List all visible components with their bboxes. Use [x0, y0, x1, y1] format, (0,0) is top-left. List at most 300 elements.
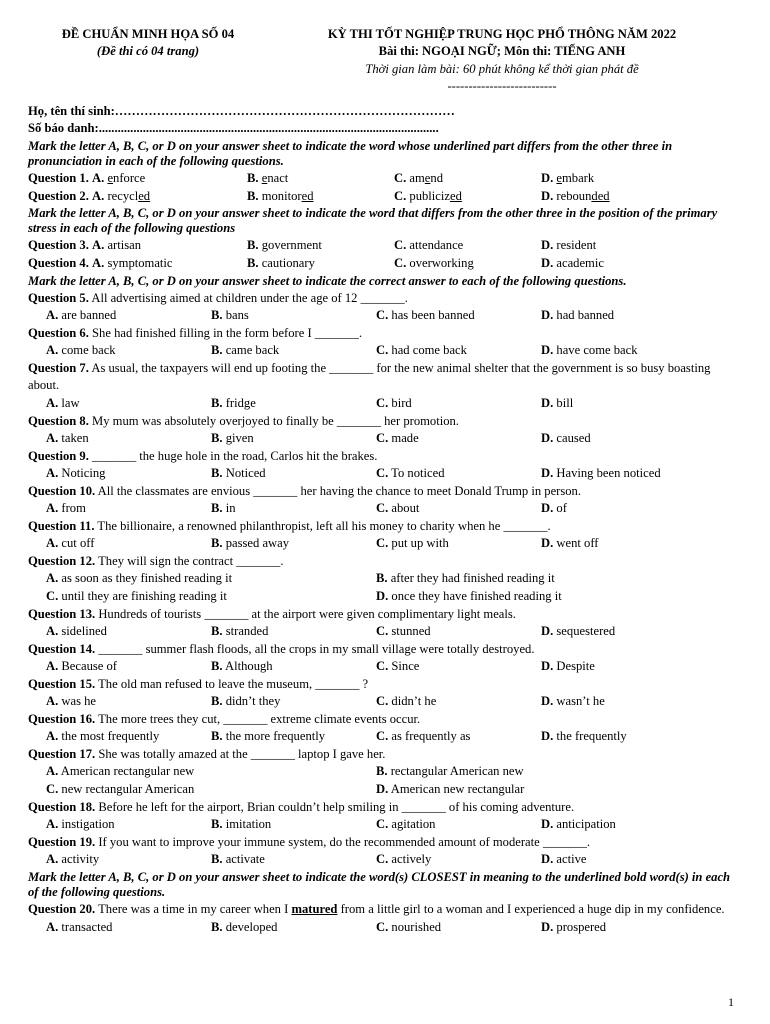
instruction-pronunciation: Mark the letter A, B, C, or D on your answer sheet to indicate the word whose underlined part differs from the other three in pronunciation in each of the following questions.	[28, 138, 673, 168]
options-row	[28, 658, 736, 676]
option-text: had come back	[391, 343, 467, 358]
q3-option-c: attendance	[409, 238, 464, 253]
question-label: Question 8.	[28, 413, 89, 428]
option-letter: B.	[376, 764, 388, 779]
option-text: made	[391, 430, 419, 445]
question-label: Question 5.	[28, 290, 89, 305]
q20-option-a: transacted	[61, 919, 113, 934]
option-text: as frequently as	[391, 729, 471, 744]
options-row	[28, 693, 736, 711]
options-row	[28, 816, 736, 834]
option-text: has been banned	[391, 308, 475, 323]
option-text: after they had finished reading it	[390, 571, 555, 586]
q2-letter-b: B.	[247, 188, 259, 203]
option-text: imitation	[225, 817, 272, 832]
option-a	[46, 500, 211, 518]
option-letter: B.	[211, 852, 223, 867]
option-letter: C.	[376, 501, 389, 516]
question-4	[28, 255, 736, 273]
option-letter: C.	[376, 624, 389, 639]
option-b	[211, 851, 376, 869]
options-row	[28, 588, 736, 606]
option-text: sequestered	[556, 624, 616, 639]
option-letter: A.	[46, 430, 59, 445]
q1-label: Question 1.	[28, 170, 89, 185]
option-letter: B.	[211, 694, 223, 709]
q2-letter-a: A.	[92, 188, 105, 203]
option-letter: D.	[541, 852, 554, 867]
question-label: Question 19.	[28, 835, 96, 850]
q20-letter-b: B.	[211, 919, 223, 934]
q20-text-post: from a little girl to a woman and I experienced a huge dip in my confidence.	[337, 902, 725, 917]
option-text: Having been noticed	[556, 465, 661, 480]
option-text: come back	[61, 343, 116, 358]
option-b	[211, 465, 376, 483]
q20-letter-c: C.	[376, 919, 389, 934]
option-c	[376, 500, 541, 518]
option-text: had banned	[556, 308, 615, 323]
question-stem	[28, 606, 736, 623]
option-b	[211, 395, 376, 413]
option-letter: B.	[211, 430, 223, 445]
question-text: My mum was absolutely overjoyed to finally be _______ her promotion.	[88, 413, 459, 428]
question-text: All the classmates are envious _______ her having the chance to meet Donald Trump in person.	[95, 483, 581, 498]
option-text: the more frequently	[225, 729, 326, 744]
option-a	[46, 851, 211, 869]
option-text: wasn’t he	[556, 694, 605, 709]
page-count-note: (Đề thi có 04 trang)	[96, 44, 200, 59]
option-b	[211, 342, 376, 360]
option-c	[376, 728, 541, 746]
q1-letter-a: A.	[92, 170, 105, 185]
exam-title: KỲ THI TỐT NGHIỆP TRUNG HỌC PHỔ THÔNG NĂM 2022	[327, 27, 677, 41]
q2-option-c: publicized	[409, 188, 462, 203]
option-letter: D.	[541, 430, 554, 445]
option-c	[376, 395, 541, 413]
options-row	[28, 781, 736, 799]
question-stem	[28, 413, 736, 430]
option-text: Because of	[61, 659, 118, 674]
question-text: If you want to improve your immune system, do the recommended amount of moderate _______.	[95, 835, 591, 850]
option-a	[46, 430, 211, 448]
question-2	[28, 188, 736, 206]
option-text: sidelined	[61, 624, 107, 639]
option-text: have come back	[556, 343, 638, 358]
q4-letter-a: A.	[92, 256, 105, 271]
question-1	[28, 170, 736, 188]
option-a	[46, 658, 211, 676]
option-letter: D.	[541, 659, 554, 674]
student-id-field: Số báo danh:............................................................................................................	[28, 121, 439, 136]
q3-option-a: artisan	[107, 238, 142, 253]
options-row	[28, 535, 736, 553]
option-d	[541, 465, 661, 483]
option-letter: C.	[376, 729, 389, 744]
q1-option-a: enforce	[107, 170, 146, 185]
question-text: She had finished filling in the form before I _______.	[88, 326, 363, 341]
option-d	[541, 430, 591, 448]
question-text: All advertising aimed at children under the age of 12 _______.	[88, 290, 408, 305]
question-label: Question 18.	[28, 800, 96, 815]
question-stem	[28, 290, 736, 307]
option-letter: C.	[376, 395, 389, 410]
option-letter: B.	[211, 343, 223, 358]
option-letter: C.	[376, 694, 389, 709]
question-text: _______ the huge hole in the road, Carlos hit the brakes.	[88, 448, 378, 463]
q3-option-b: government	[261, 238, 322, 253]
q1-letter-b: B.	[247, 170, 259, 185]
question-text: The more trees they cut, _______ extreme climate events occur.	[95, 712, 421, 727]
option-text: bill	[556, 395, 574, 410]
option-d	[541, 623, 615, 641]
q20-label: Question 20.	[28, 902, 96, 917]
option-text: actively	[391, 852, 432, 867]
q20-letter-a: A.	[46, 919, 59, 934]
option-text: given	[225, 430, 254, 445]
option-letter: C.	[376, 343, 389, 358]
option-a	[46, 816, 211, 834]
option-text: from	[61, 501, 86, 516]
option-text: American rectangular new	[60, 764, 195, 779]
question-label: Question 15.	[28, 677, 96, 691]
question-text: Before he left for the airport, Brian couldn’t help smiling in _______ of his coming adventure.	[95, 800, 575, 815]
question-stem	[28, 834, 736, 851]
option-text: To noticed	[391, 465, 445, 480]
option-letter: B.	[211, 817, 223, 832]
option-text: went off	[556, 536, 599, 551]
option-c	[376, 307, 541, 325]
options-row	[28, 465, 736, 483]
options-row	[28, 342, 736, 360]
option-text: caused	[556, 430, 591, 445]
option-c	[376, 535, 541, 553]
option-text: activity	[61, 852, 100, 867]
option-text: Noticing	[61, 465, 106, 480]
option-a	[46, 395, 211, 413]
option-text: law	[61, 395, 80, 410]
question-stem	[28, 746, 736, 763]
q2-option-d: rebounded	[556, 188, 610, 203]
student-name-field: Họ, tên thí sinh:………………………………………………………………………	[28, 104, 455, 119]
option-letter: A.	[46, 571, 59, 586]
option-d	[376, 781, 524, 799]
question-stem	[28, 641, 736, 658]
question-text: Hundreds of tourists _______ at the airport were given complimentary light meals.	[95, 606, 516, 621]
option-c	[376, 623, 541, 641]
option-a	[46, 763, 376, 781]
option-letter: D.	[376, 782, 389, 797]
instruction-stress: Mark the letter A, B, C, or D on your answer sheet to indicate the word that differs from the other three in the position of the primary stress in each of the following questions	[28, 206, 718, 236]
option-letter: C.	[46, 782, 59, 797]
q3-letter-d: D.	[541, 238, 554, 253]
question-stem	[28, 553, 736, 570]
option-letter: A.	[46, 343, 59, 358]
q20-option-d: prospered	[556, 919, 607, 934]
option-b	[211, 535, 376, 553]
option-text: taken	[61, 430, 89, 445]
option-b	[211, 623, 376, 641]
option-text: of	[556, 501, 567, 516]
option-a	[46, 535, 211, 553]
option-letter: C.	[46, 589, 59, 604]
question-text: The billionaire, a renowned philanthropist, left all his money to charity when he _______.	[94, 518, 551, 533]
question-text: The old man refused to leave the museum, _______ ?	[95, 677, 369, 691]
option-letter: C.	[376, 852, 389, 867]
exam-header	[28, 26, 736, 95]
q1-option-b: enact	[261, 170, 289, 185]
question-stem	[28, 483, 736, 500]
question-text: As usual, the taxpayers will end up footing the _______ for the new animal shelter that the government is so busy boasting about.	[28, 361, 711, 393]
question-20	[28, 901, 736, 918]
option-letter: B.	[211, 729, 223, 744]
question-label: Question 11.	[28, 518, 95, 533]
option-c	[376, 851, 541, 869]
option-c	[376, 342, 541, 360]
q3-letter-a: A.	[92, 238, 105, 253]
q20-option-b: developed	[225, 919, 278, 934]
options-row	[28, 395, 736, 413]
option-a	[46, 307, 211, 325]
option-text: didn’t they	[225, 694, 281, 709]
option-text: activate	[225, 852, 265, 867]
option-text: didn’t he	[391, 694, 437, 709]
option-letter: A.	[46, 659, 59, 674]
q2-letter-c: C.	[394, 188, 407, 203]
q4-letter-d: D.	[541, 256, 554, 271]
instruction-closest-meaning: Mark the letter A, B, C, or D on your answer sheet to indicate the word(s) CLOSEST in meaning to the underlined bold word(s) in each of the following questions.	[28, 870, 731, 900]
option-b	[211, 816, 376, 834]
option-letter: A.	[46, 501, 59, 516]
option-text: bans	[225, 308, 249, 323]
option-text: as soon as they finished reading it	[61, 571, 233, 586]
option-text: until they are finishing reading it	[61, 589, 227, 604]
q1-letter-c: C.	[394, 170, 407, 185]
options-row	[28, 623, 736, 641]
page-number: 1	[728, 995, 734, 1009]
option-a	[46, 570, 376, 588]
option-text: anticipation	[556, 817, 616, 832]
option-b	[211, 728, 376, 746]
option-text: stranded	[225, 624, 269, 639]
option-a	[46, 693, 211, 711]
question-stem	[28, 676, 736, 693]
question-label: Question 6.	[28, 326, 89, 341]
option-letter: A.	[46, 465, 59, 480]
option-letter: D.	[541, 465, 554, 480]
option-letter: C.	[376, 430, 389, 445]
q4-letter-c: C.	[394, 256, 407, 271]
option-text: in	[225, 501, 236, 516]
question-label: Question 9.	[28, 448, 89, 463]
option-letter: C.	[376, 659, 389, 674]
option-a	[46, 465, 211, 483]
q1-option-d: embark	[556, 170, 595, 185]
option-b	[211, 500, 376, 518]
options-row	[28, 851, 736, 869]
option-letter: B.	[376, 571, 388, 586]
question-label: Question 14.	[28, 641, 96, 656]
q1-option-c: amend	[409, 170, 443, 185]
option-letter: C.	[376, 465, 389, 480]
option-c	[376, 430, 541, 448]
q20-letter-d: D.	[541, 919, 554, 934]
question-stem	[28, 711, 736, 728]
exam-page	[28, 26, 736, 936]
options-row	[28, 307, 736, 325]
option-d	[541, 500, 567, 518]
question-text: _______ summer flash floods, all the crops in my small village were totally destroyed.	[95, 641, 535, 656]
option-c	[46, 588, 376, 606]
option-letter: A.	[46, 729, 59, 744]
option-b	[211, 307, 376, 325]
option-c	[46, 781, 376, 799]
option-letter: D.	[541, 694, 554, 709]
option-letter: B.	[211, 624, 223, 639]
options-row	[28, 728, 736, 746]
q20-text-pre: There was a time in my career when I	[95, 902, 292, 917]
option-text: stunned	[391, 624, 431, 639]
q3-letter-c: C.	[394, 238, 407, 253]
option-b	[211, 693, 376, 711]
question-text: She was totally amazed at the _______ laptop I gave her.	[95, 747, 386, 762]
question-label: Question 10.	[28, 483, 96, 498]
option-letter: B.	[211, 308, 223, 323]
option-letter: D.	[376, 589, 389, 604]
option-letter: B.	[211, 395, 223, 410]
option-b	[211, 658, 376, 676]
option-d	[541, 342, 638, 360]
option-letter: B.	[211, 536, 223, 551]
option-d	[376, 588, 562, 606]
option-letter: B.	[211, 501, 223, 516]
option-text: Despite	[556, 659, 595, 674]
q3-letter-b: B.	[247, 238, 259, 253]
exam-code-title: ĐỀ CHUẨN MINH HỌA SỐ 04	[61, 27, 235, 41]
question-stem	[28, 448, 736, 465]
option-d	[541, 728, 627, 746]
question-label: Question 17.	[28, 747, 96, 762]
option-text: agitation	[391, 817, 436, 832]
q20-option-c: nourished	[391, 919, 442, 934]
question-label: Question 13.	[28, 606, 96, 621]
option-letter: A.	[46, 852, 59, 867]
option-letter: A.	[46, 395, 59, 410]
q4-option-a: symptomatic	[107, 256, 173, 271]
q3-label: Question 3.	[28, 238, 89, 253]
question-label: Question 12.	[28, 553, 96, 568]
question-stem	[28, 325, 736, 342]
option-d	[541, 658, 595, 676]
option-text: Since	[391, 659, 420, 674]
question-stem	[28, 518, 736, 535]
option-text: American new rectangular	[390, 782, 525, 797]
q3-option-d: resident	[556, 238, 597, 253]
q4-option-b: cautionary	[261, 256, 315, 271]
option-letter: A.	[46, 536, 59, 551]
question-3	[28, 237, 736, 255]
option-text: came back	[225, 343, 280, 358]
options-row	[28, 430, 736, 448]
header-divider: --------------------------	[447, 78, 557, 93]
option-text: about	[391, 501, 420, 516]
option-text: once they have finished reading it	[391, 589, 562, 604]
option-text: was he	[61, 694, 97, 709]
option-letter: B.	[211, 659, 223, 674]
q4-option-d: academic	[556, 256, 604, 271]
q2-option-b: monitored	[261, 188, 314, 203]
option-text: rectangular American new	[390, 764, 524, 779]
option-text: passed away	[225, 536, 290, 551]
option-d	[541, 851, 586, 869]
option-text: fridge	[225, 395, 256, 410]
option-text: bird	[391, 395, 412, 410]
q4-option-c: overworking	[409, 256, 474, 271]
option-text: new rectangular American	[61, 782, 195, 797]
option-text: instigation	[61, 817, 115, 832]
option-d	[541, 395, 573, 413]
option-letter: A.	[46, 308, 59, 323]
option-letter: A.	[46, 694, 59, 709]
option-letter: C.	[376, 308, 389, 323]
option-d	[541, 307, 614, 325]
option-a	[46, 623, 211, 641]
option-letter: B.	[211, 465, 223, 480]
option-c	[376, 693, 541, 711]
option-c	[376, 465, 541, 483]
option-b	[376, 763, 524, 781]
instruction-correct-answer: Mark the letter A, B, C, or D on your answer sheet to indicate the correct answer to each of the following questions.	[28, 273, 627, 288]
question-text: They will sign the contract _______.	[95, 553, 284, 568]
q2-letter-d: D.	[541, 188, 554, 203]
option-letter: D.	[541, 395, 554, 410]
q4-letter-b: B.	[247, 256, 259, 271]
option-letter: D.	[541, 308, 554, 323]
q1-letter-d: D.	[541, 170, 554, 185]
options-row	[28, 500, 736, 518]
option-b	[376, 570, 555, 588]
option-text: the frequently	[556, 729, 627, 744]
option-letter: D.	[541, 729, 554, 744]
option-text: are banned	[61, 308, 117, 323]
q4-label: Question 4.	[28, 256, 89, 271]
options-row	[28, 570, 736, 588]
header-left	[28, 26, 268, 95]
option-letter: A.	[46, 764, 59, 779]
option-text: Although	[225, 659, 273, 674]
option-letter: D.	[541, 817, 554, 832]
option-letter: A.	[46, 817, 59, 832]
option-letter: C.	[376, 536, 389, 551]
q2-label: Question 2.	[28, 188, 89, 203]
option-d	[541, 693, 605, 711]
question-label: Question 7.	[28, 361, 89, 376]
header-right	[268, 26, 736, 95]
option-letter: D.	[541, 624, 554, 639]
option-b	[211, 430, 376, 448]
q2-option-a: recycled	[107, 188, 151, 203]
option-text: active	[556, 852, 587, 867]
option-letter: C.	[376, 817, 389, 832]
question-label: Question 16.	[28, 712, 96, 727]
option-a	[46, 342, 211, 360]
option-text: Noticed	[225, 465, 266, 480]
option-letter: A.	[46, 624, 59, 639]
option-letter: D.	[541, 343, 554, 358]
option-a	[46, 728, 211, 746]
option-c	[376, 658, 541, 676]
option-text: put up with	[391, 536, 449, 551]
q20-options	[28, 919, 736, 937]
